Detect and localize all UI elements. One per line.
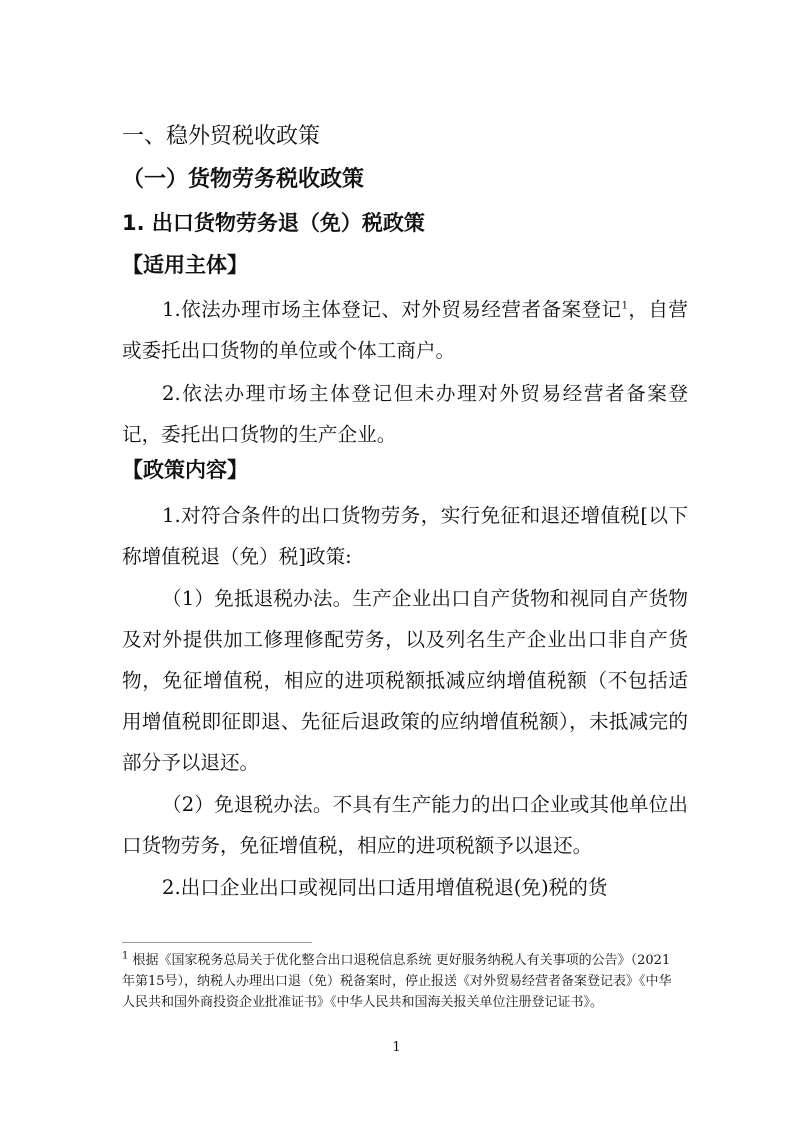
footnote-divider	[122, 942, 312, 943]
policy-paragraph-3: （2）免退税办法。不具有生产能力的出口企业或其他单位出口货物劳务，免征增值税，相应的进项税额予以退还。	[122, 793, 688, 857]
section-title: 一、稳外贸税收政策	[122, 124, 321, 149]
applicable-paragraph-2: 2.依法办理市场主体登记但未办理对外贸易经营者备案登记，委托出口货物的生产企业。	[122, 382, 688, 446]
item-title: 1. 出口货物劳务退（免）税政策	[122, 211, 425, 235]
footnote-reference[interactable]: 1	[621, 300, 628, 312]
applicable-paragraph-1-tail: ，自营或委托出口货物的单位或个体工商户。	[122, 298, 688, 362]
applicable-subject-label: 【适用主体】	[122, 253, 248, 277]
page-number: 1	[392, 1040, 401, 1055]
policy-paragraph-2: （1）免抵退税办法。生产企业出口自产货物和视同自产货物及对外提供加工修理修配劳务，以及列名生产企业出口非自产货物，免征增值税，相应的进项税额抵减应纳增值税额（不包括适用增值税即征即退、先征后退政策的应纳增值税额），未抵减完的部分予以退还。	[122, 587, 688, 774]
footnote-text: 根据《国家税务总局关于优化整合出口退税信息系统 更好服务纳税人有关事项的公告》（2021年第15号），纳税人办理出口退（免）税备案时，停止报送《对外贸易经营者备案登记表》《中华人民共和国外商投资企业批准证书》《中华人民共和国海关报关单位注册登记证书》。	[122, 953, 672, 1010]
policy-paragraph-4: 2.出口企业出口或视同出口适用增值税退(免)税的货	[162, 876, 608, 899]
footnote-marker: 1	[122, 950, 129, 962]
applicable-paragraph-1-text: 1.依法办理市场主体登记、对外贸易经营者备案登记	[162, 298, 622, 321]
policy-content-label: 【政策内容】	[122, 458, 248, 482]
policy-paragraph-1: 1.对符合条件的出口货物劳务，实行免征和退还增值税[以下称增值税退（免）税]政策:	[122, 504, 688, 568]
applicable-paragraph-1	[122, 289, 688, 371]
footnote	[122, 950, 682, 1013]
subsection-title: （一）货物劳务税收政策	[122, 167, 365, 192]
